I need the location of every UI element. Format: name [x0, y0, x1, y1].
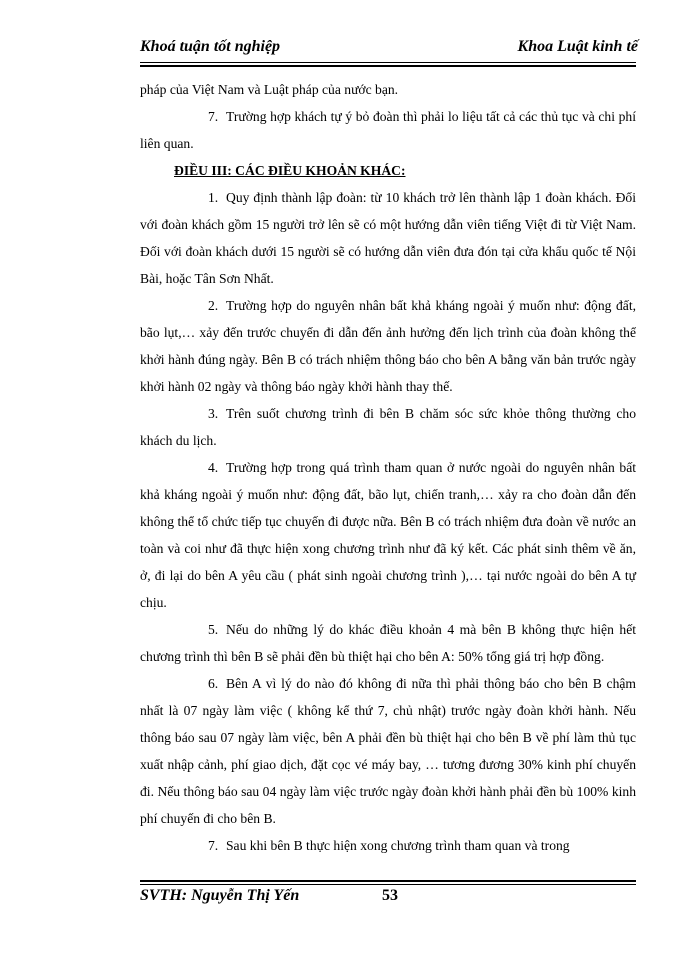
item-number: 3. [208, 406, 219, 421]
item-number: 5. [208, 622, 219, 637]
section-heading [140, 157, 636, 184]
item-text: Trên suốt chương trình đi bên B chăm sóc sức khỏe thông thường cho khách du lịch. [140, 406, 636, 448]
list-item [140, 616, 636, 670]
page-number: 53 [382, 887, 398, 904]
document-body [140, 76, 636, 859]
header-rule-thick [140, 65, 636, 67]
footer-author: SVTH: Nguyễn Thị Yến [140, 887, 300, 904]
item-text: Trường hợp trong quá trình tham quan ở nước ngoài do nguyên nhân bất khả kháng ngoài ý muốn như: động đất, bão lụt, chiến tranh,… xảy ra cho đoàn dẫn đến không thể tổ chức tiếp tục chuyến đi được nữa. Bên B có trách nhiệm đưa đoàn về nước an toàn và coi như đã thực hiện xong chương trình như đã ký kết. Các phát sinh thêm về ăn, ở, đi lại do bên A yêu cầu ( phát sinh ngoài chương trình ),… tại nước ngoài do bên A tự chịu. [140, 460, 636, 610]
item-text: Trường hợp do nguyên nhân bất khả kháng ngoài ý muốn như: động đất, bão lụt,… xảy đến trước chuyến đi dẫn đến ảnh hưởng đến lịch trình của đoàn không thể khởi hành đúng ngày. Bên B có trách nhiệm thông báo cho bên A bằng văn bản trước ngày khởi hành 02 ngày và thông báo ngày khởi hành thay thế. [140, 298, 636, 394]
item-number: 7. [208, 838, 219, 853]
list-item [140, 832, 636, 859]
list-item [140, 292, 636, 400]
header-faculty: Khoa Luật kinh tế [517, 38, 638, 55]
footer-rule-thick [140, 880, 636, 882]
list-item [140, 454, 636, 616]
item-text: Trường hợp khách tự ý bỏ đoàn thì phải lo liệu tất cả các thủ tục và chi phí liên quan. [140, 109, 636, 151]
item-text: Sau khi bên B thực hiện xong chương trình tham quan và trong [226, 838, 570, 853]
intro-paragraph: pháp của Việt Nam và Luật pháp của nước bạn. [140, 82, 399, 97]
item-number: 4. [208, 460, 219, 475]
list-item [140, 103, 636, 157]
item-number: 2. [208, 298, 219, 313]
list-item [140, 400, 636, 454]
item-number: 1. [208, 190, 219, 205]
item-text: Nếu do những lý do khác điều khoản 4 mà bên B không thực hiện hết chương trình thì bên B sẽ phải đền bù thiệt hại cho bên A: 50% tổng giá trị hợp đồng. [140, 622, 636, 664]
item-number: 6. [208, 676, 219, 691]
footer-rule [140, 884, 636, 885]
list-item [140, 670, 636, 832]
section-title: ĐIỀU III: CÁC ĐIỀU KHOẢN KHÁC: [174, 163, 406, 178]
item-text: Quy định thành lập đoàn: từ 10 khách trở lên thành lập 1 đoàn khách. Đối với đoàn khách gồm 15 người trở lên sẽ có một hướng dẫn viên tiếng Việt đi từ Việt Nam. Đối với đoàn khách dưới 15 người sẽ có hướng dẫn viên đưa đón tại cửa khẩu quốc tế Nội Bài, hoặc Tân Sơn Nhất. [140, 190, 636, 286]
item-number: 7. [208, 109, 219, 124]
header-rule [140, 62, 636, 63]
item-text: Bên A vì lý do nào đó không đi nữa thì phải thông báo cho bên B chậm nhất là 07 ngày làm việc ( không kể thứ 7, chủ nhật) trước ngày đoàn khởi hành. Nếu thông báo sau 07 ngày làm việc, bên A phải đền bù thiệt hại cho bên B về phí làm thủ tục xuất nhập cảnh, phí giao dịch, đặt cọc vé máy bay, … tương đương 30% kinh phí chuyến đi. Nếu thông báo sau 04 ngày làm việc trước ngày đoàn khởi hành phải đền bù 100% kinh phí chuyến đi cho bên B. [140, 676, 636, 826]
list-item [140, 184, 636, 292]
header-thesis-title: Khoá tuận tốt nghiệp [140, 38, 281, 55]
